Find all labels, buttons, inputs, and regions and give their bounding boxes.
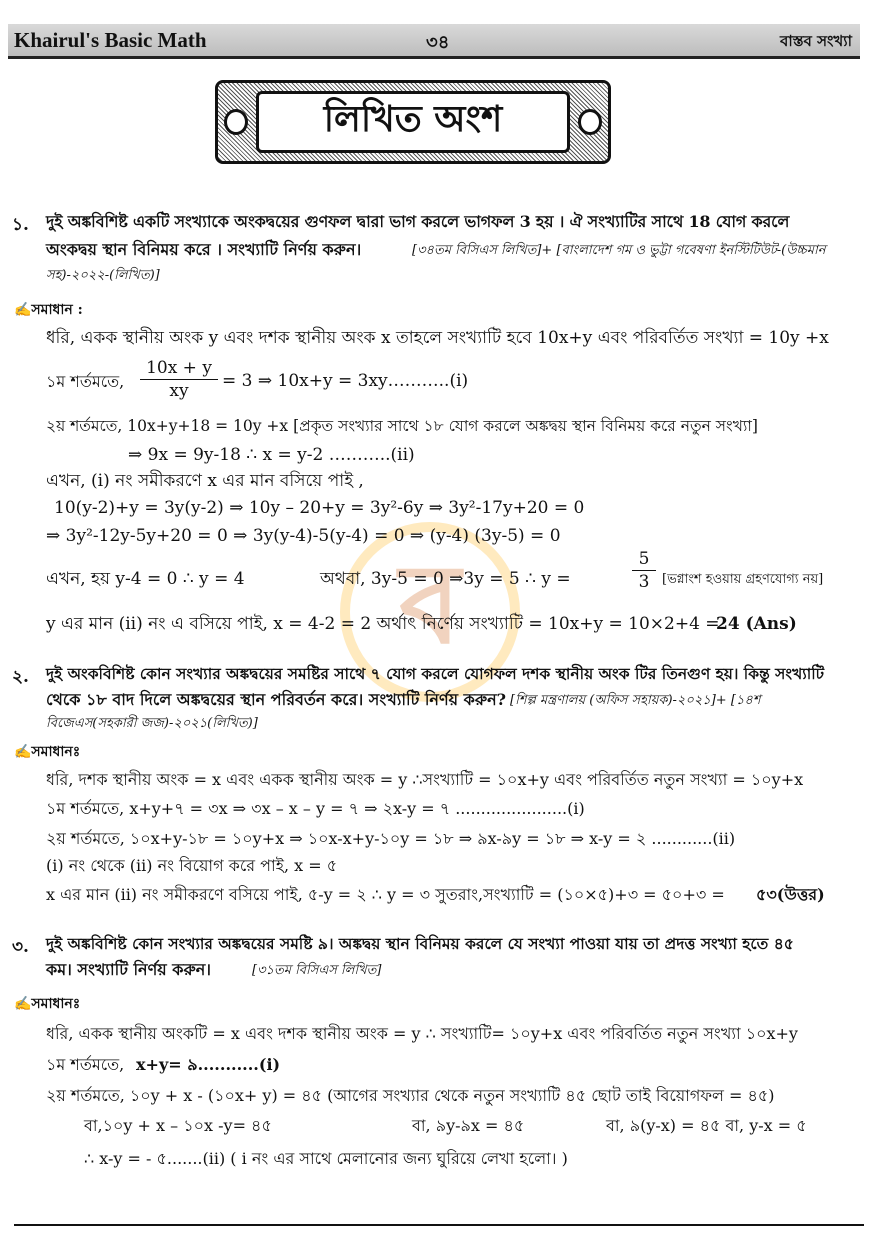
solution-3-line-2: x+y= ৯...........(i)	[136, 1055, 281, 1074]
solution-1-answer: 24 (Ans)	[716, 614, 797, 634]
solution-1-line-8c: [ভগ্নাংশ হওয়ায় গ্রহণযোগ্য নয়]	[662, 572, 824, 587]
solution-3-line-4a: বা,১০y + x – ১০x -y= ৪৫	[84, 1116, 272, 1135]
question-3-number: ৩.	[12, 937, 29, 957]
solution-1-line-5: এখন, (i) নং সমীকরণে x এর মান বসিয়ে পাই ,	[46, 471, 364, 491]
solution-1-line-7: ⇒ 3y²-12y-5y+20 = 0 ⇒ 3y(y-4)-5(y-4) = 0 ⇒ (y-4) (3y-5) = 0	[46, 526, 561, 546]
footer-rule	[14, 1224, 864, 1226]
question-3-line-2: কম। সংখ্যাটি নির্ণয় করুন।	[46, 960, 212, 979]
question-2-reference-2: বিজেএস(সহকারী জজ)-২০২১(লিখিত)]	[46, 716, 258, 731]
solution-1-line-8a: এখন, হয় y-4 = 0 ∴ y = 4	[46, 569, 245, 589]
solution-1-line-2: = 3 ⇒ 10x+y = 3xy………..(i)	[222, 371, 469, 391]
question-2-line-2: থেকে ১৮ বাদ দিলে অঙ্কদ্বয়ের স্থান পরিবর্তন করে। সংখ্যাটি নির্ণয় করুন?	[46, 690, 507, 709]
solution-3-line-2-label: ১ম শর্তমতে,	[46, 1055, 125, 1074]
solution-1-line-2-label: ১ম শর্তমতে,	[46, 372, 125, 391]
question-2-line-1: দুই অংকবিশিষ্ট কোন সংখ্যার অঙ্কদ্বয়ের সমষ্টির সাথে ৭ যোগ করলে যোগফল দশক স্থানীয় অংক টির তিনগুণ হয়। কিন্তু সংখ্যাটি	[46, 664, 825, 683]
chapter-title: বাস্তব সংখ্যা	[780, 32, 852, 50]
solution-1-fraction-2	[632, 548, 656, 593]
solution-2-answer: ৫৩(উত্তর)	[756, 885, 825, 904]
fraction-numerator: 10x + y	[146, 358, 212, 378]
fraction-denominator: xy	[140, 379, 218, 402]
fraction-2-numerator: 5	[638, 549, 650, 569]
solution-3-line-4c: বা, ৯(y-x) = ৪৫ বা, y-x = ৫	[606, 1116, 807, 1135]
solution-1-fraction	[140, 357, 218, 402]
solution-1-line-9: y এর মান (ii) নং এ বসিয়ে পাই, x = 4-2 = 2 অর্থাৎ নির্ণেয় সংখ্যাটি = 10x+y = 10×2+4 =	[46, 614, 720, 634]
question-3-line-1: দুই অঙ্কবিশিষ্ট কোন সংখ্যার অঙ্কদ্বয়ের সমষ্টি ৯। অঙ্কদ্বয় স্থান বিনিময় করলে যে সংখ্যা পাওয়া যায় তা প্রদত্ত সংখ্যা হতে ৪৫	[46, 934, 794, 953]
banner-ring-left-icon	[224, 109, 248, 135]
question-1-number: ১.	[12, 215, 29, 235]
question-3-reference: [৩১তম বিসিএস লিখিত]	[252, 963, 382, 978]
solution-1-line-8b: অথবা, 3y-5 = 0 ⇒3y = 5 ∴ y =	[320, 569, 571, 589]
solution-2-line-1: ধরি, দশক স্থানীয় অংক = x এবং একক স্থানীয় অংক = y ∴সংখ্যাটি = ১০x+y এবং পরিবর্তিত নতুন সংখ্যা = ১০y+x	[46, 770, 804, 789]
solution-1-label: ✍সমাধান :	[14, 302, 83, 318]
solution-2-line-2: ১ম শর্তমতে, x+y+৭ = ৩x ⇒ ৩x – x – y = ৭ ⇒ ২x-y = ৭ ......................(i)	[46, 799, 585, 818]
banner-ring-right-icon	[578, 109, 602, 135]
solution-1-line-4: ⇒ 9x = 9y-18 ∴ x = y-2 ………..(ii)	[128, 445, 415, 465]
book-title: Khairul's Basic Math	[14, 28, 207, 52]
banner-title: লিখিত অংশ	[256, 91, 570, 153]
question-1-line-1: দুই অঙ্কবিশিষ্ট একটি সংখ্যাকে অংকদ্বয়ের গুণফল দ্বারা ভাগ করলে ভাগফল 3 হয় । ঐ সংখ্যাটির সাথে 18 যোগ করলে	[46, 212, 790, 231]
page-header	[8, 24, 860, 59]
solution-1-line-6: 10(y-2)+y = 3y(y-2) ⇒ 10y – 20+y = 3y²-6y ⇒ 3y²-17y+20 = 0	[54, 498, 585, 518]
solution-3-line-1: ধরি, একক স্থানীয় অংকটি = x এবং দশক স্থানীয় অংক = y ∴ সংখ্যাটি= ১০y+x এবং পরিবর্তিত নতুন সংখ্যা ১০x+y	[46, 1024, 798, 1043]
solution-2-label: ✍সমাধানঃ	[14, 744, 81, 760]
solution-2-line-4: (i) নং থেকে (ii) নং বিয়োগ করে পাই, x = ৫	[46, 856, 338, 875]
solution-3-line-3: ২য় শর্তমতে, ১০y + x - (১০x+ y) = ৪৫ (আগের সংখ্যার থেকে নতুন সংখ্যাটি ৪৫ ছোট তাই বিয়োগফল = ৪৫)	[46, 1086, 775, 1105]
solution-3-label: ✍সমাধানঃ	[14, 996, 81, 1012]
page-number: ৩৪	[426, 32, 450, 53]
question-1-reference-2: সহ)-২০২২-(লিখিত)]	[46, 268, 160, 283]
solution-3-line-4b: বা, ৯y-৯x = ৪৫	[412, 1116, 525, 1135]
solution-1-line-3: ২য় শর্তমতে, 10x+y+18 = 10y +x [প্রকৃত সংখ্যার সাথে ১৮ যোগ করলে অঙ্কদ্বয় স্থান বিনিময় করে নতুন সংখ্যা]	[46, 417, 758, 435]
question-1-reference-1: [৩৪তম বিসিএস লিখিত]+ [বাংলাদেশ গম ও ভুট্টা গবেষণা ইনস্টিটিউট-(উচ্চমান	[412, 243, 826, 258]
watermark-logo-icon: ব	[340, 522, 520, 702]
question-2-reference-1: [শিল্প মন্ত্রণালয় (অফিস সহায়ক)-২০২১]+ [১৪শ	[510, 693, 761, 708]
solution-1-line-1: ধরি, একক স্থানীয় অংক y এবং দশক স্থানীয় অংক x তাহলে সংখ্যাটি হবে 10x+y এবং পরিবর্তিত সংখ্যা = 10y +x	[46, 328, 829, 348]
question-1-line-2: অংকদ্বয় স্থান বিনিময় করে । সংখ্যাটি নির্ণয় করুন।	[46, 240, 362, 259]
solution-2-line-5: x এর মান (ii) নং সমীকরণে বসিয়ে পাই, ৫-y = ২ ∴ y = ৩ সুতরাং,সংখ্যাটি = (১০×৫)+৩ = ৫০+৩ =	[46, 885, 725, 904]
question-2-number: ২.	[12, 667, 29, 687]
section-banner	[215, 80, 611, 164]
solution-3-line-5: ∴ x-y = - ৫.......(ii) ( i নং এর সাথে মেলানোর জন্য ঘুরিয়ে লেখা হলো। )	[84, 1149, 568, 1168]
solution-2-line-3: ২য় শর্তমতে, ১০x+y-১৮ = ১০y+x ⇒ ১০x-x+y-১০y = ১৮ ⇒ ৯x-৯y = ১৮ ⇒ x-y = ২ ............(ii)	[46, 829, 736, 848]
fraction-2-denominator: 3	[632, 570, 656, 593]
